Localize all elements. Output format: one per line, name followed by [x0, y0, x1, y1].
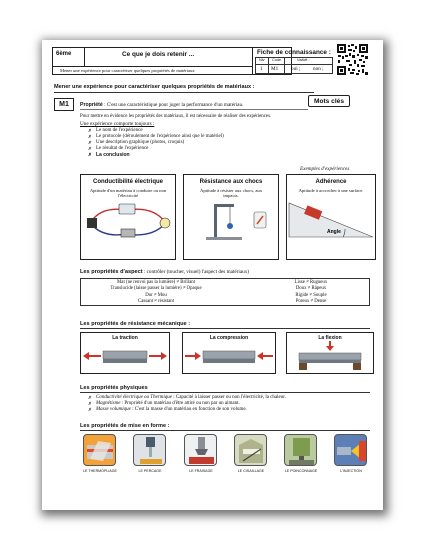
mech-label: La flexion — [318, 335, 342, 341]
mots-cles-badge: Mots clés — [308, 95, 350, 107]
value-non: non ; — [313, 66, 324, 72]
card-title: Adhérence — [315, 179, 347, 185]
list-item: ✗ La conclusion — [88, 152, 224, 158]
col-header-valide: Validé : — [297, 58, 310, 62]
aspect-subtitle: : contrôler (toucher, visuel) l'aspect des matériaux) — [142, 269, 250, 275]
card-title: Résistance aux chocs — [199, 179, 263, 185]
aspect-heading — [80, 269, 249, 275]
forming-caption: LE THERMOPLIAGE — [83, 469, 117, 473]
definition-line — [80, 102, 243, 108]
header-divider-h — [52, 66, 252, 67]
section-rule-physical — [80, 392, 370, 393]
list-item: ✗ Le nom de l'expérience — [88, 128, 224, 134]
fiche-table-hline — [255, 64, 333, 65]
aspect-right-row: Rigide ≠ Souple — [295, 292, 327, 298]
forming-item-fraisage — [181, 434, 221, 473]
aspect-title: Les propriétés d'aspect — [80, 269, 143, 275]
aspect-left — [81, 280, 231, 305]
card-description: Aptitude d'un matériau à conduire ou non l'électricité — [89, 188, 167, 199]
grade-label: 6ème — [56, 51, 72, 57]
physical-term: Magnétisme — [96, 401, 121, 407]
injection-icon — [334, 434, 367, 466]
fraisage-icon — [184, 434, 217, 466]
section-rule-mechanical — [80, 328, 370, 329]
physical-text: : Capacité à laisser passer ou non l'électricité, la chaleur. — [171, 395, 286, 400]
aspect-table — [80, 278, 370, 306]
cisaillage-icon — [234, 434, 267, 466]
forming-caption: LE CISAILLAGE — [237, 469, 265, 473]
experience-components-list — [88, 128, 224, 158]
card-adherence — [286, 174, 376, 260]
aspect-right — [261, 280, 361, 305]
mech-card-compression — [182, 332, 276, 374]
poinconnage-icon — [284, 434, 317, 466]
qr-code-icon — [336, 43, 369, 76]
list-item: ✗ Le protocole (déroulement de l'expérience ainsi que le matériel) — [88, 134, 224, 140]
forming-caption: LE FRAISAGE — [189, 469, 213, 473]
list-item: ✗ Le résultat de l'expérience — [88, 146, 224, 152]
forming-item-percage — [130, 434, 170, 473]
definition-rule — [80, 109, 308, 110]
col-header-code: Code — [272, 58, 282, 62]
fiche-title: Fiche de connaissance : — [257, 49, 331, 56]
section-title-physical: Les propriétés physiques — [80, 385, 148, 391]
fiche-table-vline1 — [268, 57, 269, 74]
definition-term: Propriété — [80, 102, 103, 108]
value-oui: oui ; — [291, 66, 301, 72]
header-divider-v2 — [252, 47, 253, 75]
forming-row — [76, 434, 376, 484]
worksheet-page — [42, 40, 383, 510]
fiche-table-vline2 — [284, 57, 285, 74]
physical-term: Masse volumique — [96, 407, 131, 413]
impact-test-illustration-icon — [184, 202, 278, 242]
physical-list — [88, 395, 378, 413]
physical-text: : C'est la masse d'un matériau en fonction de son volume. — [130, 407, 247, 413]
aspect-right-row: Lisse ≠ Rugueux — [294, 280, 328, 285]
aspect-left-row: Dur ≠ Mou — [145, 292, 167, 298]
header-subtitle: Mener une expérience pour caractériser quelques propriétés de matériaux — [60, 68, 195, 73]
thermopliage-icon — [83, 434, 116, 466]
value-code: M1 — [271, 66, 279, 72]
col-header-niv: Niv — [259, 58, 265, 62]
forming-caption: LE PERCAGE — [138, 469, 162, 473]
aspect-right-row: Poreux ≠ Dense — [295, 298, 327, 304]
forming-caption: L'INJECTION — [340, 469, 362, 473]
forming-item-cisaillage — [231, 434, 271, 473]
card-title: Conductibilité électrique — [92, 179, 163, 185]
physical-term: Conductivité électrique ou Thermique — [96, 395, 172, 400]
section-title-mechanical: Les propriétés de résistance mécanique : — [80, 321, 191, 327]
list-item — [88, 407, 378, 413]
card-description: Aptitude à résister aux chocs, aux impacts. — [200, 188, 262, 199]
section-title-experience: Mener une expérience pour caractériser quelques propriétés de matériaux : — [54, 84, 255, 90]
list-head: Une expérience comporte toujours : — [80, 121, 155, 127]
intro-text: Pour mettre en évidence les propriétés des matériaux, il est nécessaire de réaliser des expériences. — [80, 114, 272, 119]
mech-card-flexion — [286, 332, 374, 374]
examples-label: Exemples d'expériences — [300, 166, 350, 172]
aspect-left-row: Translucide (laisse passer la lumière) ≠ Opaque — [110, 286, 202, 292]
m1-tag: M1 — [54, 98, 74, 111]
forming-item-injection — [331, 434, 371, 473]
forming-caption: LE POINCONNAGE — [284, 469, 318, 473]
flexion-icon — [287, 341, 373, 373]
aspect-left-row: Mat (ne renvoi pas la lumière) ≠ Brillant — [117, 280, 195, 285]
section-title-forming: Les propriétés de mise en forme : — [80, 423, 170, 429]
list-item: ✗ Une description graphique (photos, croquis) — [88, 140, 224, 146]
section-rule-1 — [54, 92, 314, 93]
aspect-right-row: Doux ≠ Râpeux — [295, 286, 327, 292]
circuit-illustration-icon — [81, 202, 175, 242]
mech-card-traction — [80, 332, 170, 374]
forming-item-thermopliage — [80, 434, 120, 473]
card-resistance-chocs — [183, 174, 279, 260]
mech-label: La traction — [112, 335, 138, 341]
page-title: Ce que je dois retenir ... — [122, 51, 195, 58]
card-conductibilite — [80, 174, 176, 260]
mech-label: La compression — [209, 335, 249, 341]
inclined-plane-illustration-icon — [287, 195, 375, 239]
header-divider-v1 — [84, 47, 85, 66]
definition-text: : C'est une caractéristique pour juger la performance d'un matériau. — [102, 102, 244, 108]
angle-label: Angle — [327, 229, 341, 236]
aspect-left-row: Cassant ≠ résistant — [138, 298, 174, 304]
percage-icon — [133, 434, 166, 466]
physical-text: : Propriété d'un matériau d'être attiré ou non par un aimant. — [120, 401, 240, 407]
card-description: Aptitude à accrocher à une surface. — [298, 188, 364, 193]
compression-icon — [183, 341, 275, 373]
value-niv: 1 — [260, 66, 263, 72]
traction-icon — [81, 341, 169, 373]
section-rule-forming — [80, 430, 370, 431]
forming-item-poinconnage — [281, 434, 321, 473]
